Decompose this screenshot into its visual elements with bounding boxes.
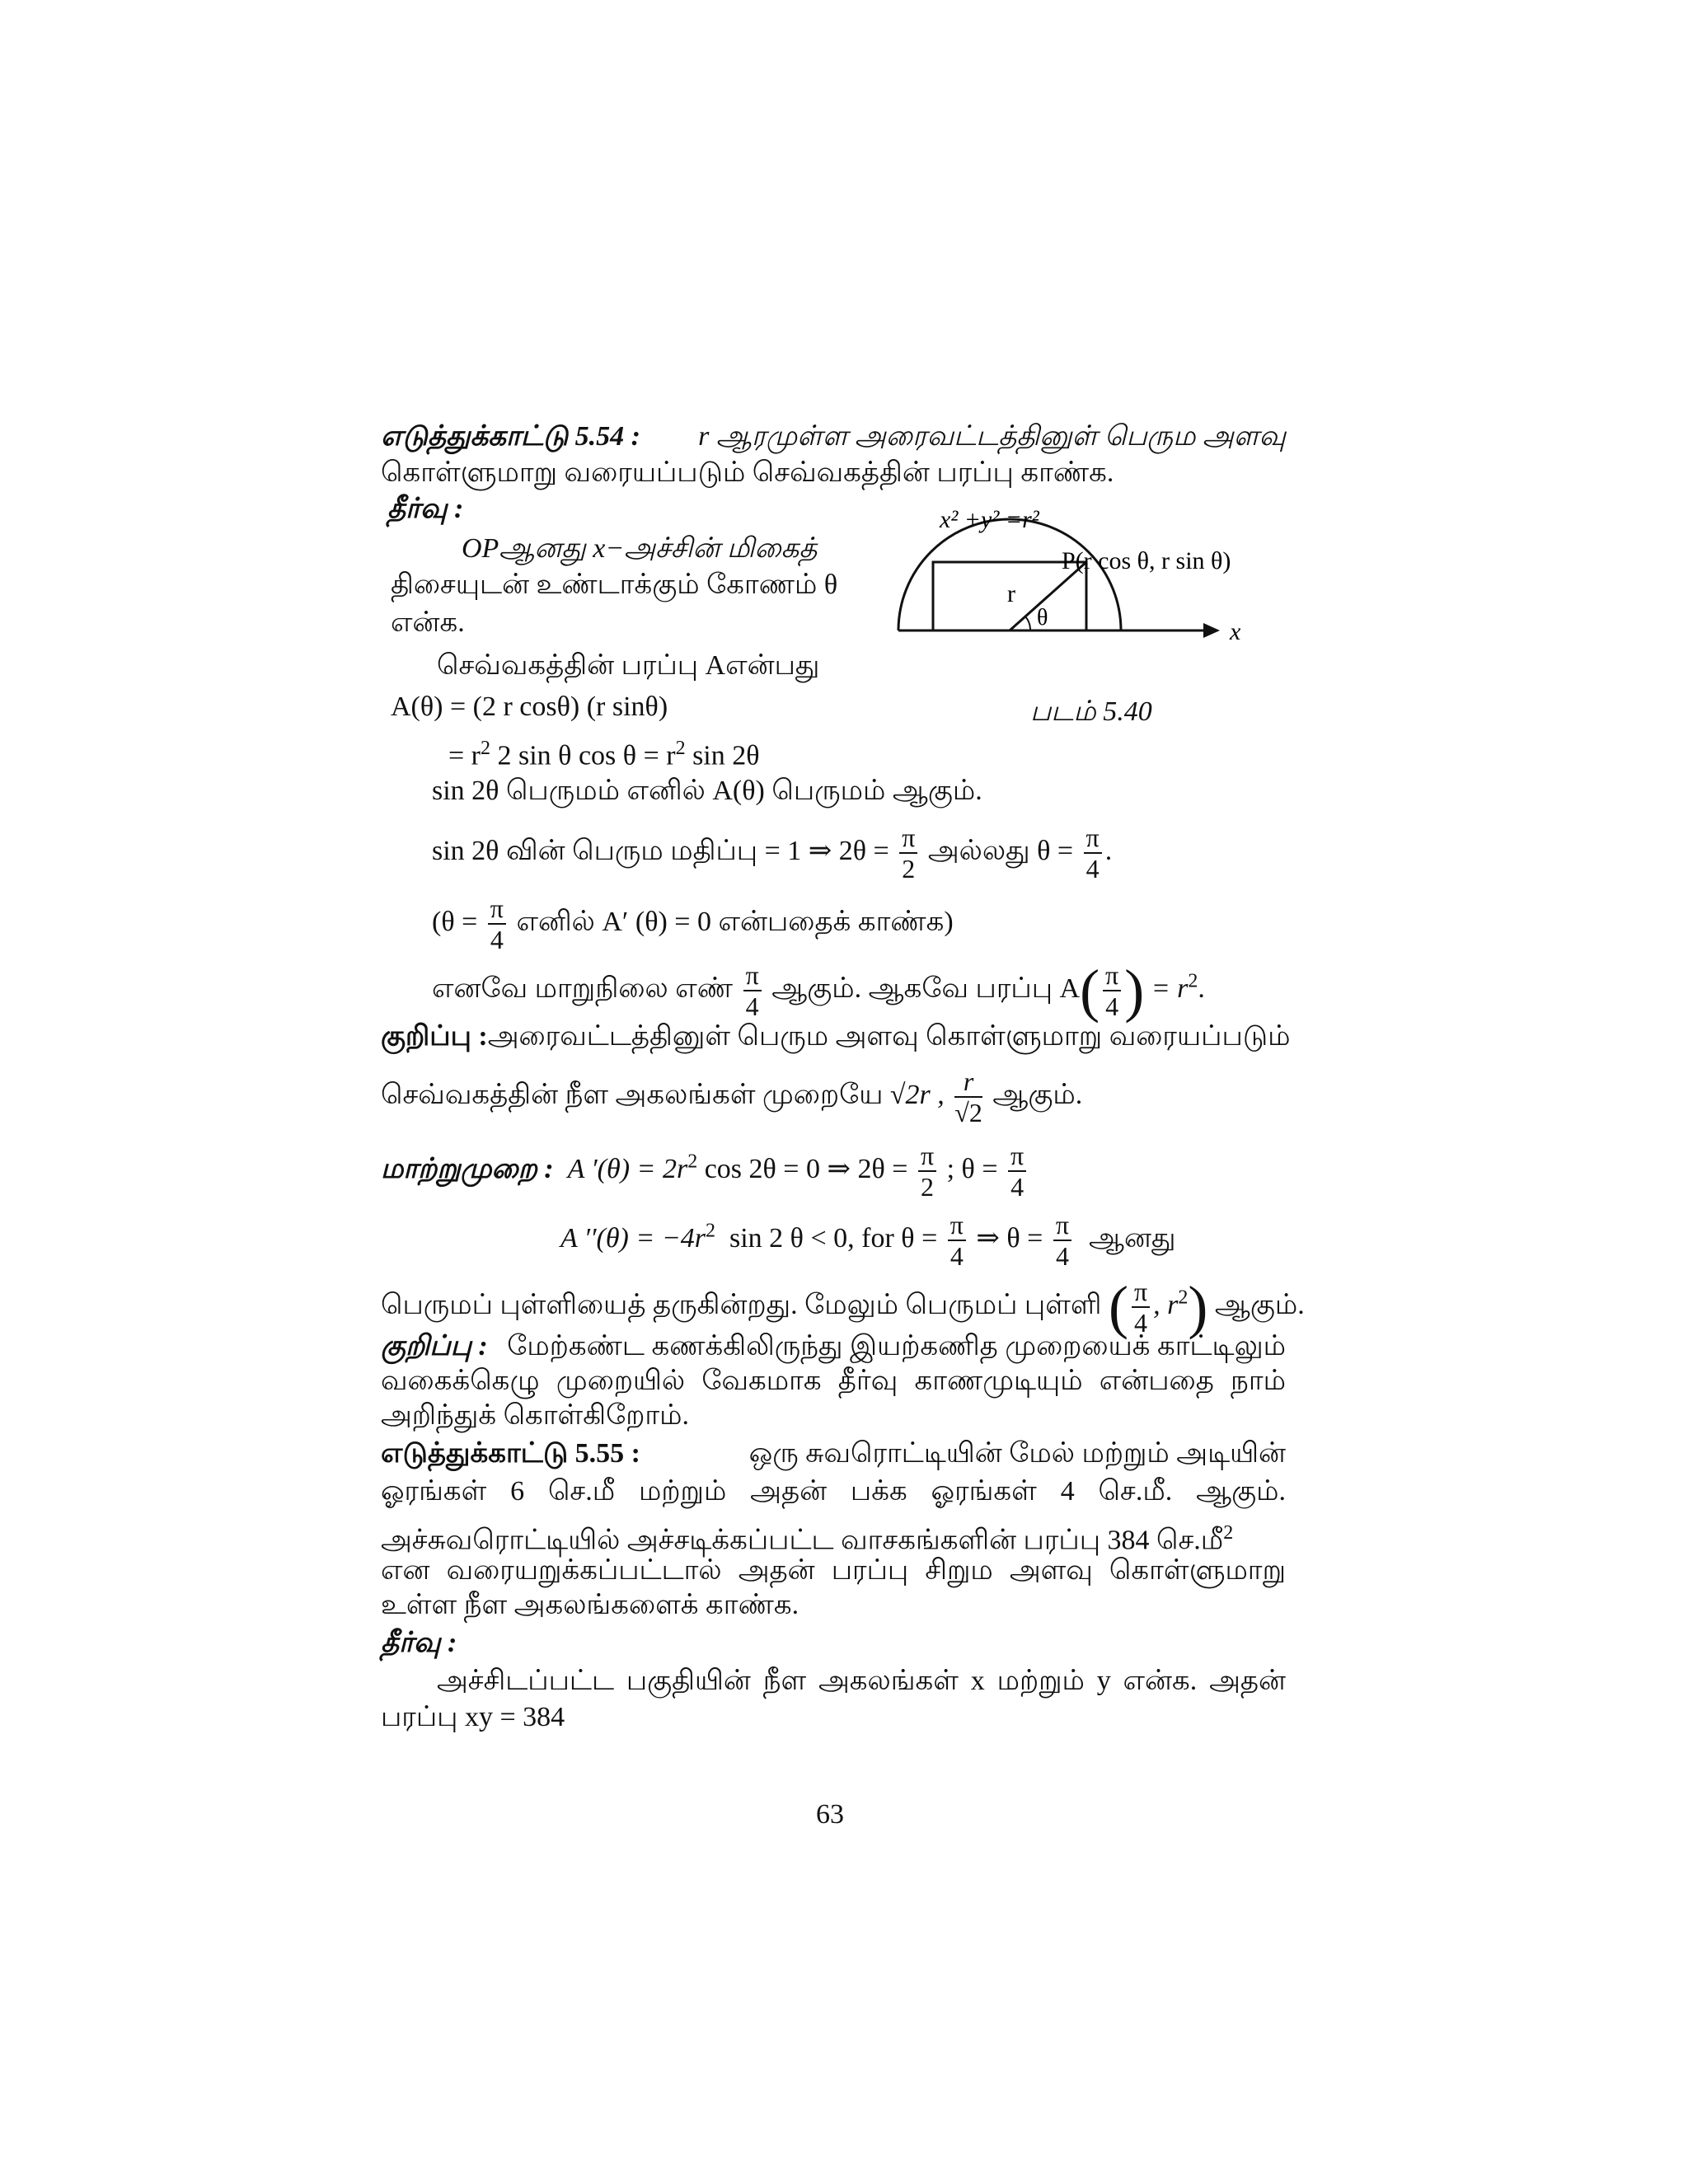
example-54-statement-b: கொள்ளுமாறு வரையப்படும் செவ்வகத்தின் பரப்பு காண்க. [381,457,1114,488]
note-1-line1: குறிப்பு : அரைவட்டத்தினுள் பெரும அளவு கொள்ளுமாறு வரையப்படும் [381,1019,1286,1055]
solution-label-54: தீர்வு : [387,494,464,524]
x-axis-label: x [1230,618,1241,645]
max-value-line: sin 2θ வின் பெரும மதிப்பு = 1 ⇒ 2θ = $\frac{\pi}{2}$ அல்லது θ = $\frac{\pi}{4}$ . [432,823,1113,883]
alternate-method-label: மாற்றுமுறை : [381,1153,554,1184]
figure-semicircle-rectangle [890,503,1286,659]
radius-label: r [1007,580,1015,607]
op-line-1: OPஆனது x−அச்சின் மிகைத் [462,533,818,564]
alternate-method-line3: பெருமப் புள்ளியைத் தருகின்றது. மேலும் பெருமப் புள்ளி ( $\frac{\pi}{4}$ , $r^2$) ஆகும். [381,1274,1305,1340]
theta-label: θ [1037,605,1048,630]
example-54-statement-a: r ஆரமுள்ள அரைவட்டத்தினுள் பெரும அளவு [698,421,1286,452]
op-line-2: திசையுடன் உண்டாக்கும் கோணம் θ [391,569,838,600]
point-p-label: P(r cos θ, r sin θ) [1062,547,1231,574]
area-equation-2: = $r^2$ 2 sin θ $\cos \theta = r^2$ sin 2θ [448,738,760,771]
note-2-line2: வகைக்கெழு முறையில் வேகமாக தீர்வு காணமுடியும் என்பதை நாம் [381,1366,1286,1396]
alternate-method-line1: மாற்றுமுறை : A $'(\theta) = 2r^2$ cos 2θ = 0 ⇒ 2θ = $\frac{\pi}{2}$ ; θ = $\frac{\pi}{4}$ [381,1142,1029,1200]
check-derivative-line: (θ = $\frac{\pi}{4}$ எனில் A′ (θ) = 0 என்பதைக் காண்க) [432,893,954,954]
theta-angle-arc [1025,616,1030,630]
area-intro: செவ்வகத்தின் பரப்பு Aஎன்பது [437,650,820,681]
solution-55-line2: பரப்பு xy = 384 [381,1702,565,1732]
x-axis-arrow-icon [1203,623,1220,638]
figure-caption: படம் 5.40 [1030,696,1152,727]
example-55-line3: அச்சுவரொட்டியில் அச்சடிக்கப்பட்ட வாசகங்களின் பரப்பு 384 செ.மீ$^2$ [381,1522,1234,1556]
solution-55-line1: அச்சிடப்பட்ட பகுதியின் நீள அகலங்கள் x மற்றும் y என்க. அதன் [437,1666,1286,1696]
example-55-line4: என வரையறுக்கப்பட்டால் அதன் பரப்பு சிறும அளவு கொள்ளுமாறு [381,1555,1286,1586]
example-55-line5: உள்ள நீள அகலங்களைக் காண்க. [381,1590,799,1620]
stationary-point-line: எனவே மாறுநிலை எண் $\frac{\pi}{4}$ ஆகும். ஆகவே பரப்பு A( $\frac{\pi}{4}$ ) = $r^2$. [432,958,1205,1024]
area-equation-1: A(θ) = (2 r cosθ) (r sinθ) [391,691,668,722]
circle-equation-label: x² +y² =r² [940,506,1039,533]
op-line-3: என்க. [391,607,465,638]
solution-label-55: தீர்வு : [381,1628,457,1658]
note-1-line2: செவ்வகத்தின் நீள அகலங்கள் முறையே √2r , $\frac{r}{√2}$ ஆகும். [381,1066,1083,1127]
max-condition-line: sin 2θ பெருமம் எனில் A(θ) பெருமம் ஆகும். [432,776,982,806]
example-55-label: எடுத்துக்காட்டு 5.55 : [381,1438,640,1469]
example-55-line2: ஓரங்கள் 6 செ.மீ மற்றும் அதன் பக்க ஓரங்கள் 4 செ.மீ. ஆகும். [381,1476,1286,1507]
example-54-line1 [381,419,1286,455]
note-1-label: குறிப்பு : [381,1021,488,1052]
note-2-line3: அறிந்துக் கொள்கிறோம். [381,1400,689,1431]
alternate-method-line2: A $''(\theta) = -4r^2$ sin 2 θ < 0, for θ = $\frac{\pi}{4}$ ⇒ θ = $\frac{\pi}{4}$ ஆனது [560,1210,1176,1271]
example-54-label: எடுத்துக்காட்டு 5.54 : [381,421,640,452]
page-number: 63 [816,1799,844,1830]
example-55-line1: எடுத்துக்காட்டு 5.55 : ஒரு சுவரொட்டியின் மேல் மற்றும் அடியின் [381,1436,1286,1472]
note-2-line1: குறிப்பு : மேற்கண்ட கணக்கிலிருந்து இயற்கணித முறையைக் காட்டிலும் [381,1329,1286,1365]
note-2-label: குறிப்பு : [381,1331,488,1361]
